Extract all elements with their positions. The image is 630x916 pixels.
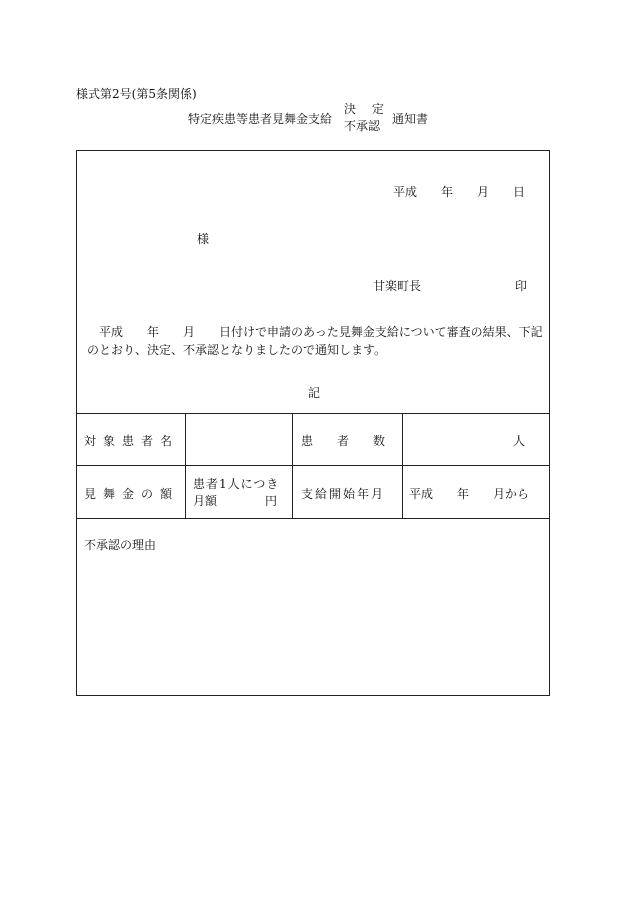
allowance-amount-label: 見舞金の額: [84, 487, 180, 501]
ki-heading: 記: [308, 386, 321, 400]
table-top-border: [77, 413, 549, 414]
payment-start-label: 支給開始年月: [301, 487, 386, 501]
patient-count-label: 患 者 数: [301, 434, 386, 448]
patient-count-unit: 人: [512, 434, 525, 448]
notice-body-text: 平成 年 月 日付けで申請のあった見舞金支給について審査の結果、下記のとおり、決定、不承認となりましたので通知します。: [87, 325, 543, 357]
addressee-honorific: 様: [197, 232, 210, 246]
title-choice-rejection: 不承認: [344, 119, 381, 133]
column-divider-2: [292, 413, 293, 518]
column-divider-3: [402, 413, 403, 518]
rejection-reason-label: 不承認の理由: [84, 538, 157, 552]
title-choice-decision: 決 定: [344, 102, 390, 116]
table-row-divider: [77, 465, 549, 466]
column-divider-1: [185, 413, 186, 518]
table-bottom-border: [77, 518, 549, 519]
seal-mark: 印: [514, 279, 527, 293]
issuer-name: 甘楽町長: [373, 279, 422, 293]
notice-form-frame: [76, 150, 550, 696]
patient-name-label: 対象患者名: [84, 434, 180, 448]
form-number-label: 様式第2号(第5条関係): [76, 87, 197, 101]
allowance-amount-line2: 月額 円: [193, 494, 278, 508]
payment-start-value: 平成 年 月から: [409, 487, 530, 501]
issue-date: 平成 年 月 日: [392, 185, 525, 199]
title-suffix: 通知書: [392, 112, 429, 126]
document-title: 特定疾患等患者見舞金支給: [188, 112, 333, 126]
allowance-amount-line1: 患者1人につき: [193, 477, 280, 491]
